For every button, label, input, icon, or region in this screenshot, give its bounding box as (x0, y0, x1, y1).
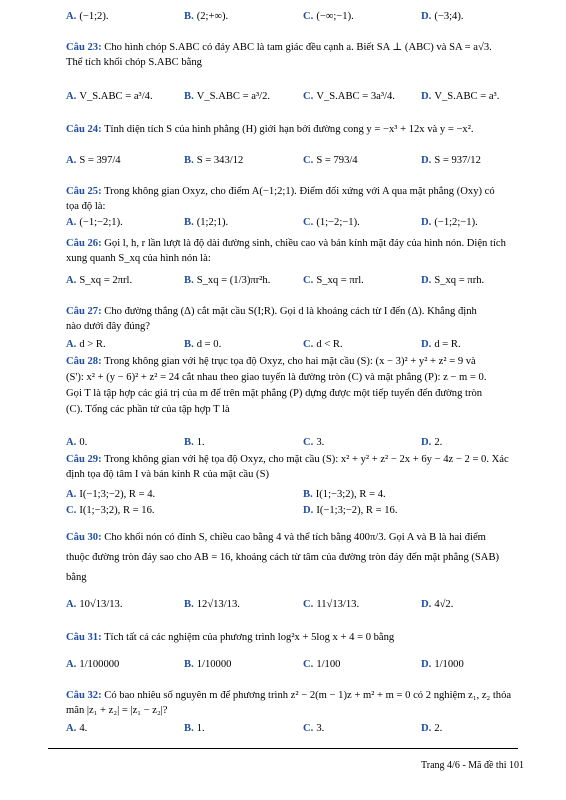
answer-option: D. V_S.ABC = a³. (421, 91, 500, 102)
answer-option: B. 12√13/13. (184, 599, 240, 610)
answer-option: C. (−∞;−1). (303, 11, 354, 22)
answer-option: B. 1. (184, 723, 205, 734)
answer-option: A. S_xq = 2πrl. (66, 275, 133, 286)
answer-option: A. I(−1;3;−2), R = 4. (66, 489, 156, 500)
question-29 (66, 452, 540, 482)
answer-option: D. 4√2. (421, 599, 454, 610)
question-text: thuộc đường tròn đáy sao cho AB = 16, khoảng cách từ tâm của đường tròn đáy đến mặt phẳng (SAB) (66, 552, 500, 563)
answer-option: A. (−1;−2;1). (66, 217, 123, 228)
answer-option: A. 0. (66, 437, 88, 448)
answer-option: C. (1;−2;−1). (303, 217, 360, 228)
question-text: Trong không gian Oxyz, cho điểm A(−1;2;1). Điểm đối xứng với A qua mặt phẳng (Oxy) có (104, 186, 495, 197)
question-31 (66, 630, 540, 645)
answer-option: D. 1/1000 (421, 659, 464, 670)
answer-option: D. S_xq = πrh. (421, 275, 485, 286)
answer-option: A. V_S.ABC = a³/4. (66, 91, 153, 102)
answer-option: D. (−1;2;−1). (421, 217, 478, 228)
question-text: Gọi T là tập hợp các giá trị của m để trên mặt phẳng (P) dựng được một tiếp tuyến đến đường tròn (66, 388, 483, 399)
answer-option: C. S_xq = πrl. (303, 275, 364, 286)
question-text: Cho hình chóp S.ABC có đáy ABC là tam giác đều cạnh a. Biết SA ⊥ (ABC) và SA = a√3. (104, 42, 492, 53)
answer-option: D. 2. (421, 723, 443, 734)
answer-option: C. I(1;−3;2), R = 16. (66, 505, 155, 516)
answer-option: C. V_S.ABC = 3a³/4. (303, 91, 395, 102)
answer-option: C. 11√13/13. (303, 599, 360, 610)
question-label: Câu 27: (66, 306, 102, 317)
question-text: Cho khối nón có đỉnh S, chiều cao bằng 4 và thể tích bằng 400π/3. Gọi A và B là hai điểm (104, 532, 486, 543)
answer-option: C. S = 793/4 (303, 155, 358, 166)
question-text: Gọi l, h, r lần lượt là độ dài đường sinh, chiều cao và bán kính mặt đáy của hình nón. Diện tích (104, 238, 506, 249)
answer-option: B. S = 343/12 (184, 155, 244, 166)
question-text: xung quanh S_xq của hình nón là: (66, 253, 211, 264)
page-footer: Trang 4/6 - Mã đề thi 101 (421, 760, 524, 771)
answer-option: C. 3. (303, 723, 325, 734)
question-24 (66, 122, 540, 137)
question-text: mãn |z₁ + z₂| = |z₁ − z₂|? (66, 705, 168, 716)
answer-option: D. d = R. (421, 339, 461, 350)
question-text: nào dưới đây đúng? (66, 321, 151, 332)
question-text: Tính diện tích S của hình phẳng (H) giới hạn bởi đường cong y = −x³ + 12x và y = −x². (104, 124, 474, 135)
question-text: Có bao nhiêu số nguyên m để phương trình z² − 2(m − 1)z + m² + m = 0 có 2 nghiệm z₁, z₂ thỏa (104, 690, 512, 701)
question-25 (66, 184, 540, 214)
question-30 (66, 528, 540, 588)
answer-option: B. V_S.ABC = a³/2. (184, 91, 271, 102)
footer-divider (48, 748, 518, 749)
question-label: Câu 23: (66, 42, 102, 53)
answer-option: B. S_xq = (1/3)πr²h. (184, 275, 271, 286)
answer-option: B. (1;2;1). (184, 217, 229, 228)
question-label: Câu 28: (66, 356, 102, 367)
question-text: Cho đường thẳng (Δ) cắt mặt cầu S(I;R). Gọi d là khoảng cách từ I đến (Δ). Khẳng định (104, 306, 477, 317)
question-label: Câu 26: (66, 238, 102, 249)
answer-option: A. S = 397/4 (66, 155, 121, 166)
answer-option: D. (−3;4). (421, 11, 464, 22)
answer-option: A. d > R. (66, 339, 106, 350)
question-26 (66, 236, 540, 266)
question-text: định tọa độ tâm I và bán kính R của mặt cầu (S) (66, 469, 269, 480)
answer-option: A. (−1;2). (66, 11, 109, 22)
question-label: Câu 31: (66, 632, 102, 643)
question-text: Trong không gian với hệ tọa độ Oxyz, cho mặt cầu (S): x² + y² + z² − 2x + 6y − 4z − 2 = 0. Xác (104, 454, 509, 465)
question-text: (C). Tổng các phần tử của tập hợp T là (66, 404, 230, 415)
question-27 (66, 304, 540, 334)
question-label: Câu 32: (66, 690, 102, 701)
question-text: bằng (66, 572, 87, 583)
question-label: Câu 30: (66, 532, 102, 543)
question-23 (66, 40, 540, 70)
answer-option: B. d = 0. (184, 339, 222, 350)
question-label: Câu 24: (66, 124, 102, 135)
question-text: Trong không gian với hệ trục tọa độ Oxyz, cho hai mặt cầu (S): (x − 3)² + y² + z² = 9 và (104, 356, 476, 367)
answer-option: D. I(−1;3;−2), R = 16. (303, 505, 398, 516)
answer-option: D. 2. (421, 437, 443, 448)
answer-option: A. 10√13/13. (66, 599, 123, 610)
question-text: Tích tất cả các nghiệm của phương trình log²x + 5log x + 4 = 0 bằng (104, 632, 395, 643)
question-label: Câu 29: (66, 454, 102, 465)
answer-option: B. 1/10000 (184, 659, 232, 670)
answer-option: B. I(1;−3;2), R = 4. (303, 489, 386, 500)
answer-option: A. 4. (66, 723, 88, 734)
question-28 (66, 354, 540, 418)
answer-option: D. S = 937/12 (421, 155, 481, 166)
answer-option: A. 1/100000 (66, 659, 120, 670)
question-label: Câu 25: (66, 186, 102, 197)
answer-option: B. (2;+∞). (184, 11, 229, 22)
question-text: tọa độ là: (66, 201, 106, 212)
question-text: Thể tích khối chóp S.ABC bằng (66, 57, 202, 68)
answer-option: C. 3. (303, 437, 325, 448)
answer-option: B. 1. (184, 437, 205, 448)
answer-option: C. d < R. (303, 339, 343, 350)
answer-option: C. 1/100 (303, 659, 341, 670)
question-32 (66, 688, 540, 718)
question-text: (S'): x² + (y − 6)² + z² = 24 cắt nhau theo giao tuyến là đường tròn (C) và mặt phẳng (P): z − m = 0. (66, 372, 487, 383)
